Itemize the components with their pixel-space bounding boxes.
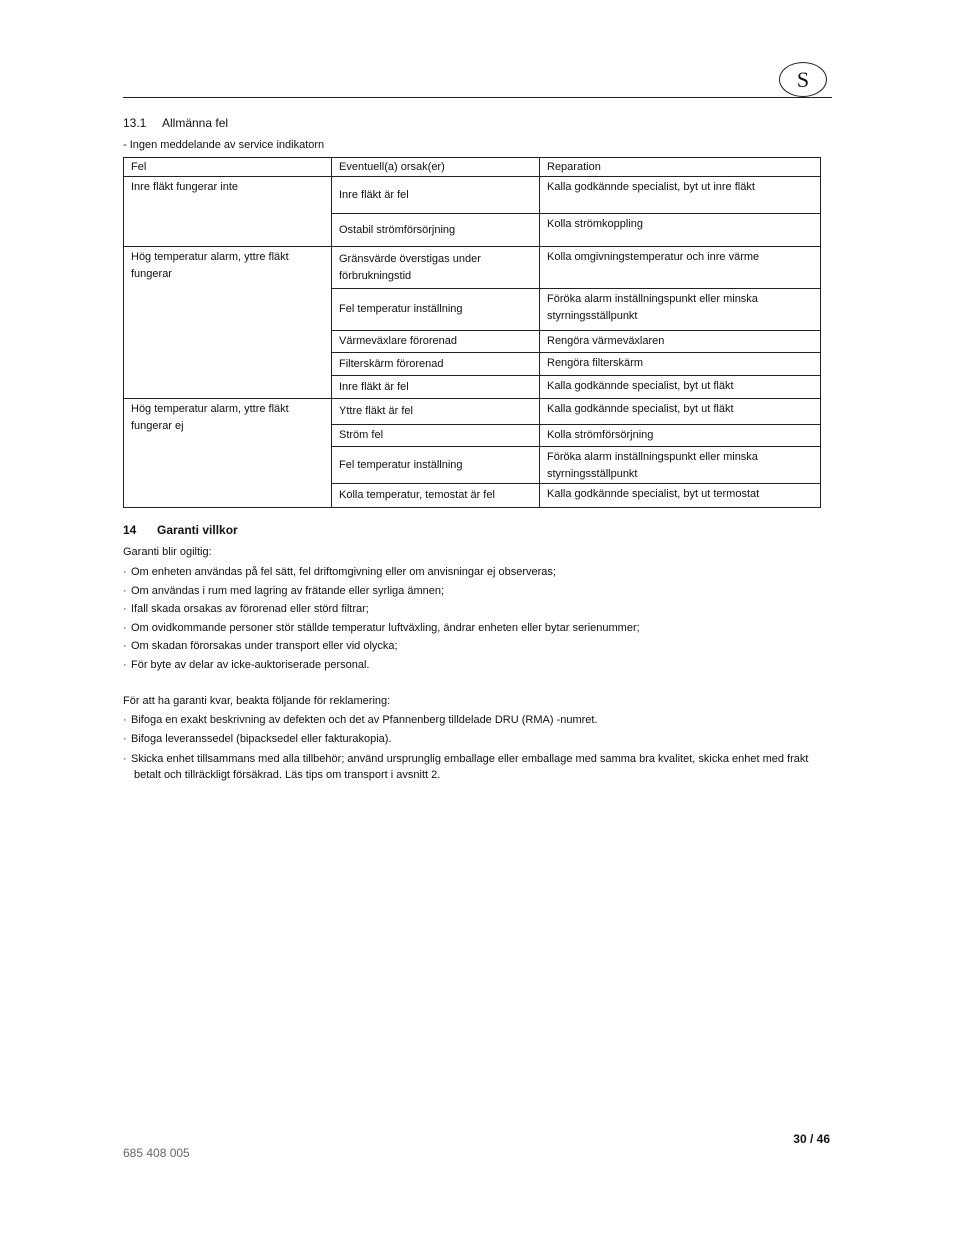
repair-cell: Kolla strömförsörjning [540, 425, 821, 447]
section-subtitle: - Ingen meddelande av service indikatorn [123, 139, 325, 151]
bullet-icon: · [123, 753, 127, 765]
repair-cell: Föröka alarm inställningspunkt eller minska styrningsställpunkt [540, 447, 821, 484]
list-item [123, 600, 833, 619]
fault-cell: Hög temperatur alarm, yttre fläkt fungerar [124, 247, 332, 399]
table-row [124, 247, 821, 289]
list-item [123, 582, 833, 601]
repair-cell: Föröka alarm inställningspunkt eller minska styrningsställpunkt [540, 289, 821, 331]
list-item-text: Om användas i rum med lagring av frätande eller syrliga ämnen; [131, 584, 445, 597]
list-item-text: Skicka enhet tillsammans med alla tillbehör; använd ursprunglig emballage eller emballage med samma bra kvalitet, skicka enhet med frakt betalt och tillräckligt försäkrad. Läs tips om transport i avsnitt 2. [131, 753, 809, 781]
repair-cell: Kalla godkännde specialist, byt ut fläkt [540, 399, 821, 425]
section-number: 13.1 [123, 116, 147, 130]
cause-cell: Inre fläkt är fel [332, 177, 540, 214]
fault-table [123, 157, 821, 508]
list-item-text: Bifoga leveranssedel (bipacksedel eller fakturakopia). [131, 732, 392, 745]
column-header-orsak: Eventuell(a) orsak(er) [332, 158, 540, 177]
repair-cell: Kolla strömkoppling [540, 214, 821, 247]
bullet-icon: · [123, 658, 127, 671]
repair-cell: Kolla omgivningstemperatur och inre värme [540, 247, 821, 289]
cause-cell: Fel temperatur inställning [332, 289, 540, 331]
warranty-intro: Garanti blir ogiltig: [123, 546, 212, 558]
bullet-icon: · [123, 584, 127, 597]
claim-steps-list [123, 711, 833, 783]
void-conditions-list [123, 563, 833, 674]
claim-intro: För att ha garanti kvar, beakta följande för reklamering: [123, 695, 391, 707]
repair-cell: Rengöra filterskärm [540, 353, 821, 376]
list-item [123, 656, 833, 675]
cause-cell: Inre fläkt är fel [332, 376, 540, 399]
table-row [124, 177, 821, 214]
cause-cell: Kolla temperatur, temostat är fel [332, 484, 540, 508]
document-number: 685 408 005 [123, 1146, 190, 1160]
warranty-title: Garanti villkor [157, 523, 238, 537]
list-item-text: Bifoga en exakt beskrivning av defekten och det av Pfannenberg tilldelade DRU (RMA) -numret. [131, 714, 598, 726]
list-item-text: Om enheten användas på fel sätt, fel driftomgivning eller om anvisningar ej observeras; [131, 566, 556, 578]
list-item-text: Om skadan förorsakas under transport eller vid olycka; [131, 640, 398, 652]
cause-cell: Yttre fläkt är fel [332, 399, 540, 425]
warranty-heading [123, 523, 238, 537]
fault-cell: Hög temperatur alarm, yttre fläkt fungerar ej [124, 399, 332, 508]
list-item-text: För byte av delar av icke-auktoriserade personal. [131, 658, 370, 671]
column-header-reparation: Reparation [540, 158, 821, 177]
repair-cell: Kalla godkännde specialist, byt ut fläkt [540, 376, 821, 399]
bullet-icon: · [123, 714, 127, 726]
table-row [124, 399, 821, 425]
header-rule [123, 97, 832, 98]
list-item-text: Ifall skada orsakas av förorenad eller störd filtrar; [131, 603, 369, 615]
repair-cell: Rengöra värmeväxlaren [540, 331, 821, 353]
bullet-icon: · [123, 621, 127, 634]
bullet-icon: · [123, 603, 127, 615]
bullet-icon: · [123, 566, 127, 578]
cause-cell: Ostabil strömförsörjning [332, 214, 540, 247]
list-item [123, 619, 833, 638]
list-item [123, 711, 833, 730]
column-header-fel: Fel [124, 158, 332, 177]
cause-cell: Fel temperatur inställning [332, 447, 540, 484]
repair-cell: Kalla godkännde specialist, byt ut inre fläkt [540, 177, 821, 214]
language-badge: S [779, 62, 827, 97]
repair-cell: Kalla godkännde specialist, byt ut termostat [540, 484, 821, 508]
bullet-icon: · [123, 640, 127, 652]
list-item-text: Om ovidkommande personer stör ställde temperatur luftväxling, ändrar enheten eller bytar serienummer; [131, 621, 640, 634]
section-heading [123, 116, 228, 130]
cause-cell: Ström fel [332, 425, 540, 447]
section-title: Allmänna fel [162, 116, 229, 130]
cause-cell: Värmeväxlare förorenad [332, 331, 540, 353]
table-header-row [124, 158, 821, 177]
list-item [123, 752, 833, 783]
fault-cell: Inre fläkt fungerar inte [124, 177, 332, 247]
bullet-icon: · [123, 732, 127, 745]
list-item [123, 637, 833, 656]
cause-cell: Filterskärm förorenad [332, 353, 540, 376]
page-number: 30 / 46 [793, 1132, 830, 1146]
warranty-number: 14 [123, 523, 137, 537]
list-item [123, 563, 833, 582]
list-item [123, 730, 833, 749]
cause-cell: Gränsvärde överstigas under förbrukningstid [332, 247, 540, 289]
